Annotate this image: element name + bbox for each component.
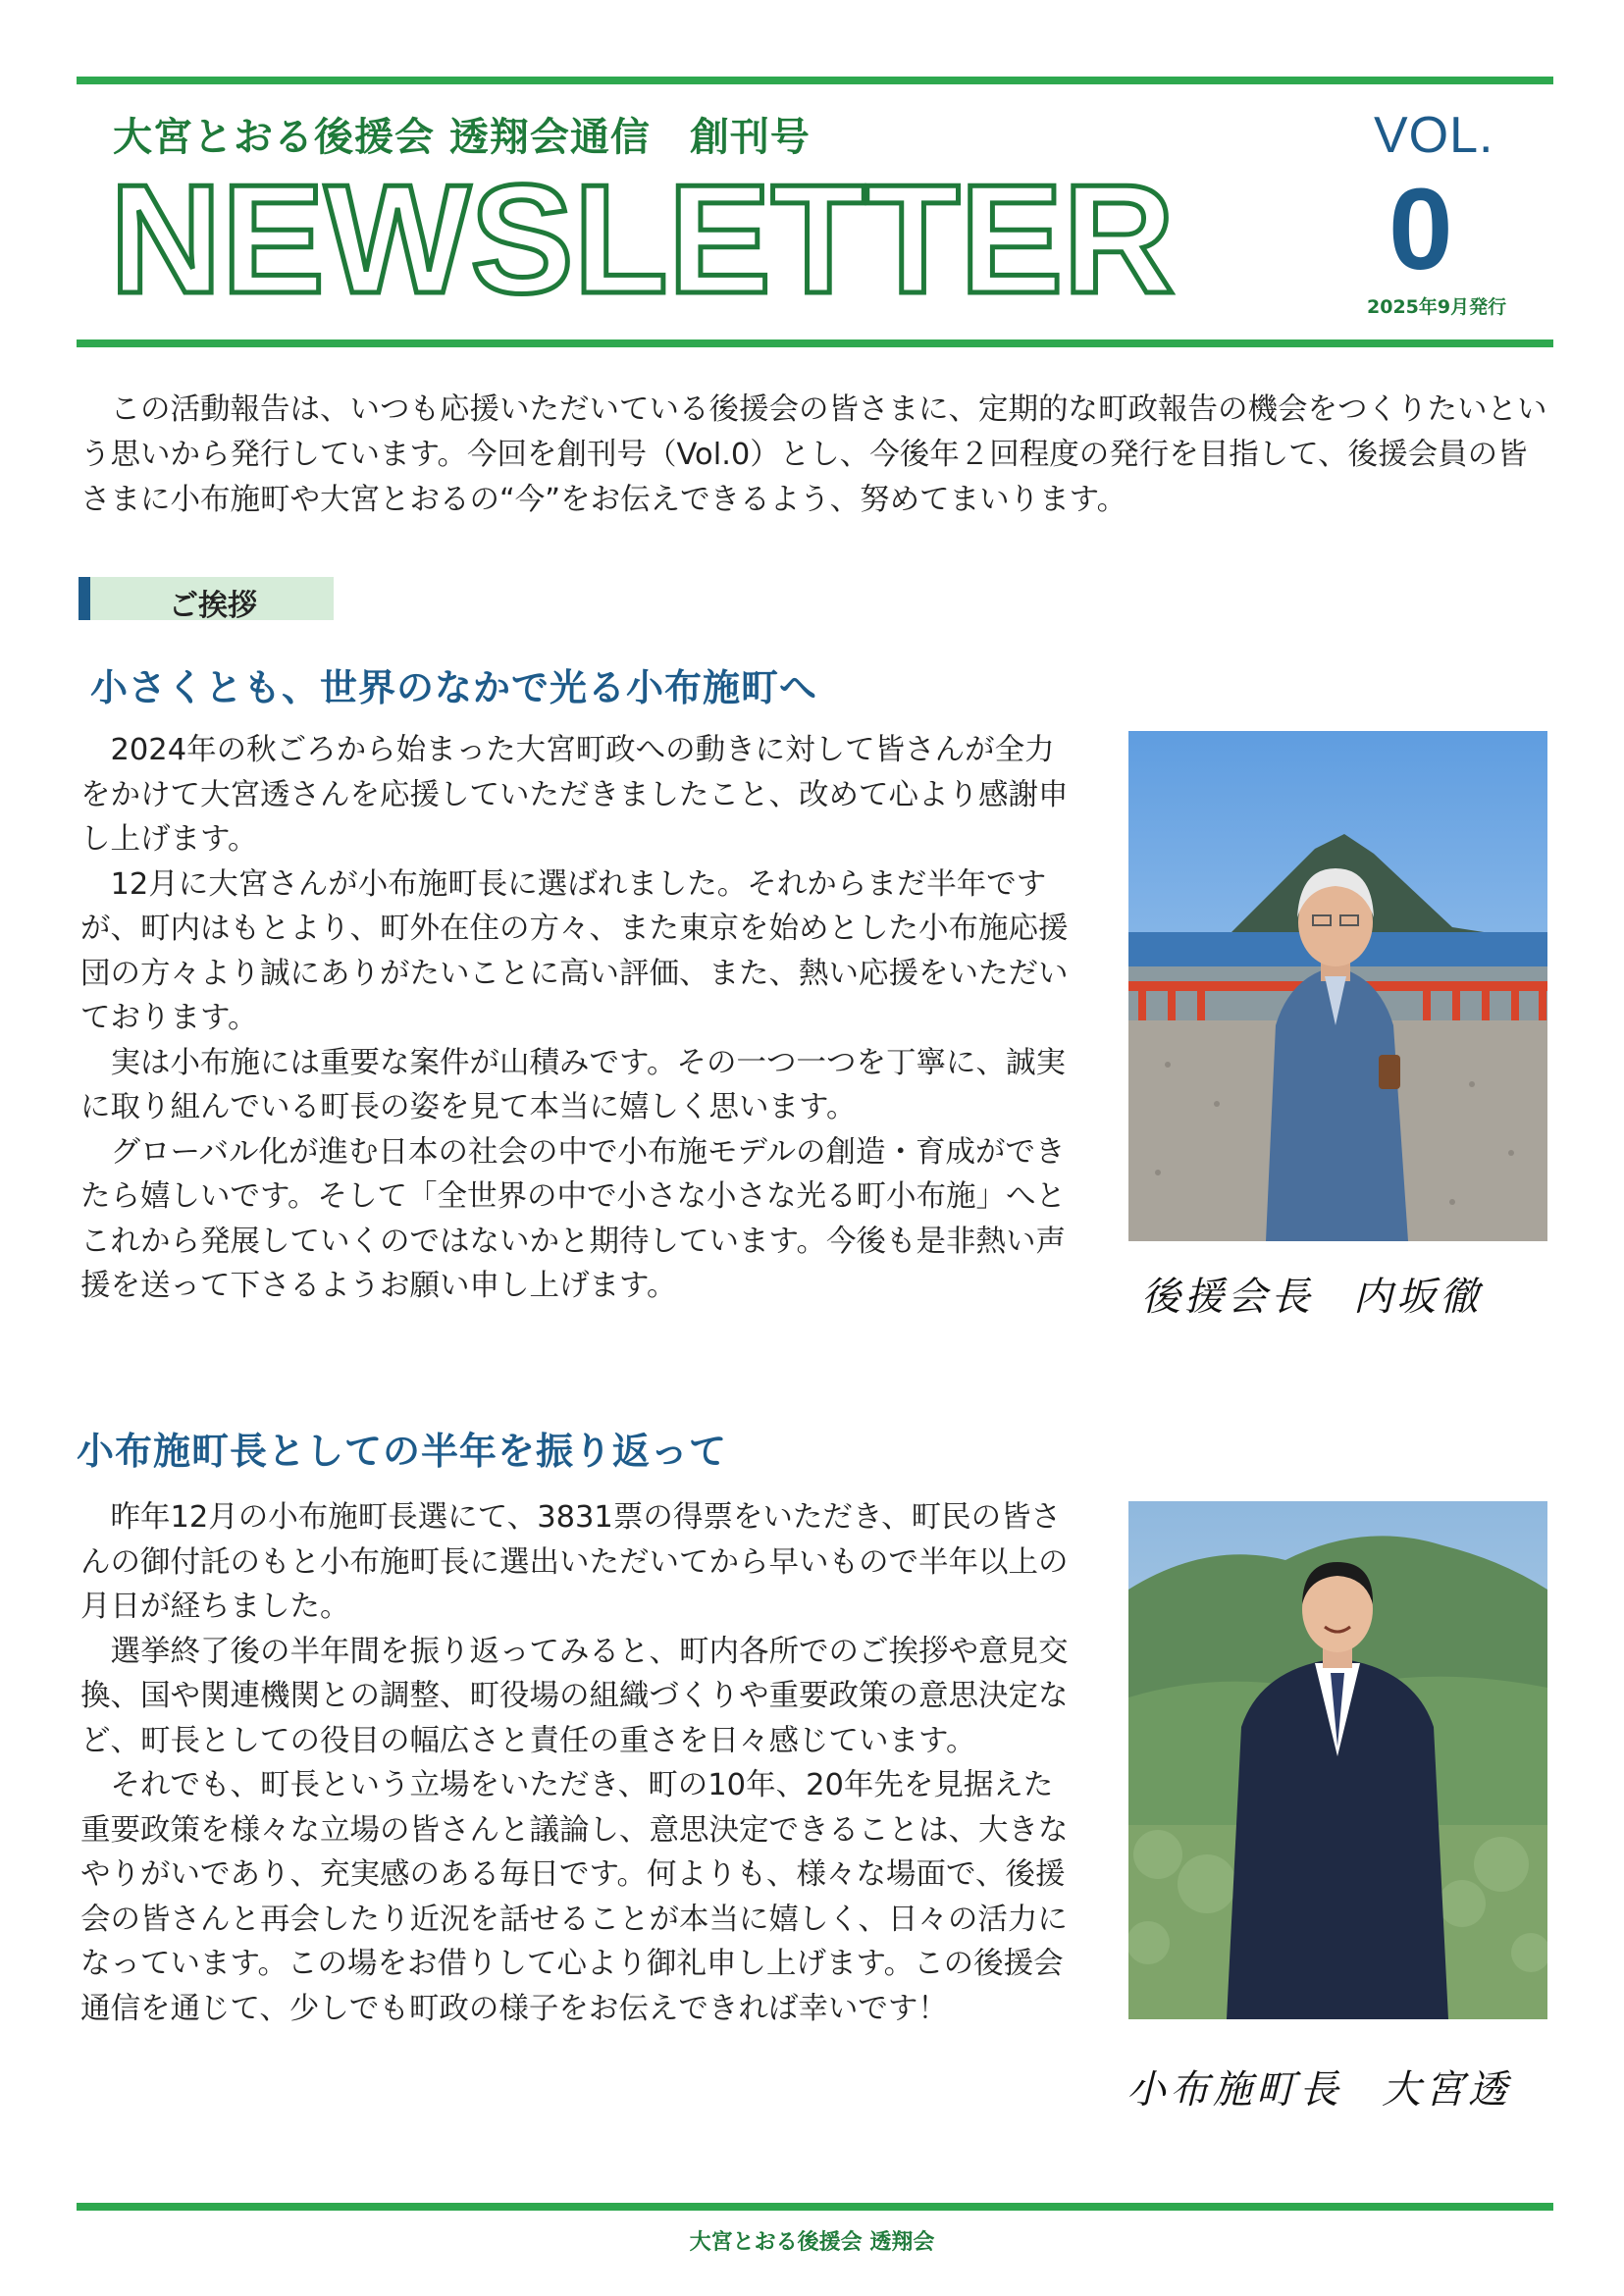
chairman-signature bbox=[1141, 1266, 1483, 1322]
greeting-paragraph: 実は小布施には重要な案件が山積みです。その一つ一つを丁寧に、誠実に取り組んでいる町長の姿を見て本当に嬉しく思います。 bbox=[80, 1045, 1067, 1124]
greeting-paragraph: グローバル化が進む日本の社会の中で小布施モデルの創造・育成ができたら嬉しいです。そして「全世界の中で小さな小さな光る町小布施」へとこれから発展していくのではないかと期待しています。今後も是非熱い声援を送って下さるようお願い申し上げます。 bbox=[80, 1134, 1067, 1303]
mayor-paragraph: 昨年12月の小布施町長選にて、3831票の得票をいただき、町民の皆さんの御付託のもと小布施町長に選出いただいてから早いもので半年以上の月日が経ちました。 bbox=[80, 1500, 1069, 1624]
issue-date: 2025年9月発行 bbox=[1367, 296, 1507, 318]
mayor-paragraph: それでも、町長という立場をいただき、町の10年、20年先を見据えた重要政策を様々な立場の皆さんと議論し、意思決定できることは、大きなやりがいであり、充実感のある毎日です。何よりも、様々な場面で、後援会の皆さんと再会したり近況を話せることが本当に嬉しく、日々の活力になっています。この場をお借りして心より御礼申し上げます。この後援会通信を通じて、少しでも町政の様子をお伝えできれば幸いです！ bbox=[80, 1768, 1069, 2026]
footer-text: 大宮とおる後援会 透翔会 bbox=[689, 2230, 935, 2255]
footer-rule bbox=[77, 2203, 1553, 2211]
signature-name: 内坂徹 bbox=[1353, 1275, 1483, 1320]
section-label-bar bbox=[79, 577, 90, 620]
greeting-paragraph: 2024年の秋ごろから始まった大宮町政への動きに対して皆さんが全力をかけて大宮透さんを応援していただきましたこと、改めて心より感謝申し上げます。 bbox=[80, 733, 1069, 857]
signature-name: 大宮透 bbox=[1382, 2067, 1511, 2113]
signature-title: 後援会長 bbox=[1141, 1275, 1314, 1320]
org-name: 大宮とおる後援会 透翔会通信 bbox=[113, 115, 651, 160]
mayor-paragraph: 選挙終了後の半年間を振り返ってみると、町内各所でのご挨拶や意見交換、国や関連機関との調整、町役場の組織づくりや重要政策の意思決定など、町長としての役目の幅広さと責任の重さを日々感じています。 bbox=[80, 1634, 1069, 1758]
mayor-headline: 小布施町長としての半年を振り返って bbox=[77, 1430, 728, 1473]
greeting-paragraph: 12月に大宮さんが小布施町長に選ばれました。それからまだ半年ですが、町内はもとより、町外在住の方々、また東京を始めとした小布施応援団の方々より誠にありがたいことに高い評価、また、熱い応援をいただいております。 bbox=[80, 866, 1069, 1035]
mayor-photo bbox=[1128, 1501, 1547, 2019]
mayor-body bbox=[80, 1495, 1072, 2031]
masthead-title bbox=[110, 167, 1179, 314]
vol-number: 0 bbox=[1388, 165, 1453, 294]
signature-title: 小布施町長 bbox=[1126, 2067, 1342, 2113]
org-title bbox=[113, 106, 850, 162]
section-label bbox=[79, 577, 334, 623]
intro-paragraph: この活動報告は、いつも応援いただいている後援会の皆さまに、定期的な町政報告の機会をつくりたいという思いから発行しています。今回を創刊号（Vol.0）とし、今後年２回程度の発行を目指して、後援会員の皆さまに小布施町や大宮とおるの“今”をお伝えできるよう、努めてまいります。 bbox=[80, 392, 1547, 517]
chairman-photo bbox=[1128, 731, 1547, 1241]
mayor-signature bbox=[1126, 2059, 1511, 2114]
greeting-body bbox=[80, 728, 1072, 1309]
vol-label: VOL. bbox=[1374, 107, 1494, 164]
greeting-headline: 小さくとも、世界のなかで光る小布施町へ bbox=[90, 666, 818, 709]
section-label-text: ご挨拶 bbox=[169, 589, 257, 623]
header-rule bbox=[77, 339, 1553, 347]
masthead-text: NEWSLETTER bbox=[110, 167, 1175, 314]
edition-label: 創刊号 bbox=[689, 115, 811, 160]
top-rule bbox=[77, 77, 1553, 84]
